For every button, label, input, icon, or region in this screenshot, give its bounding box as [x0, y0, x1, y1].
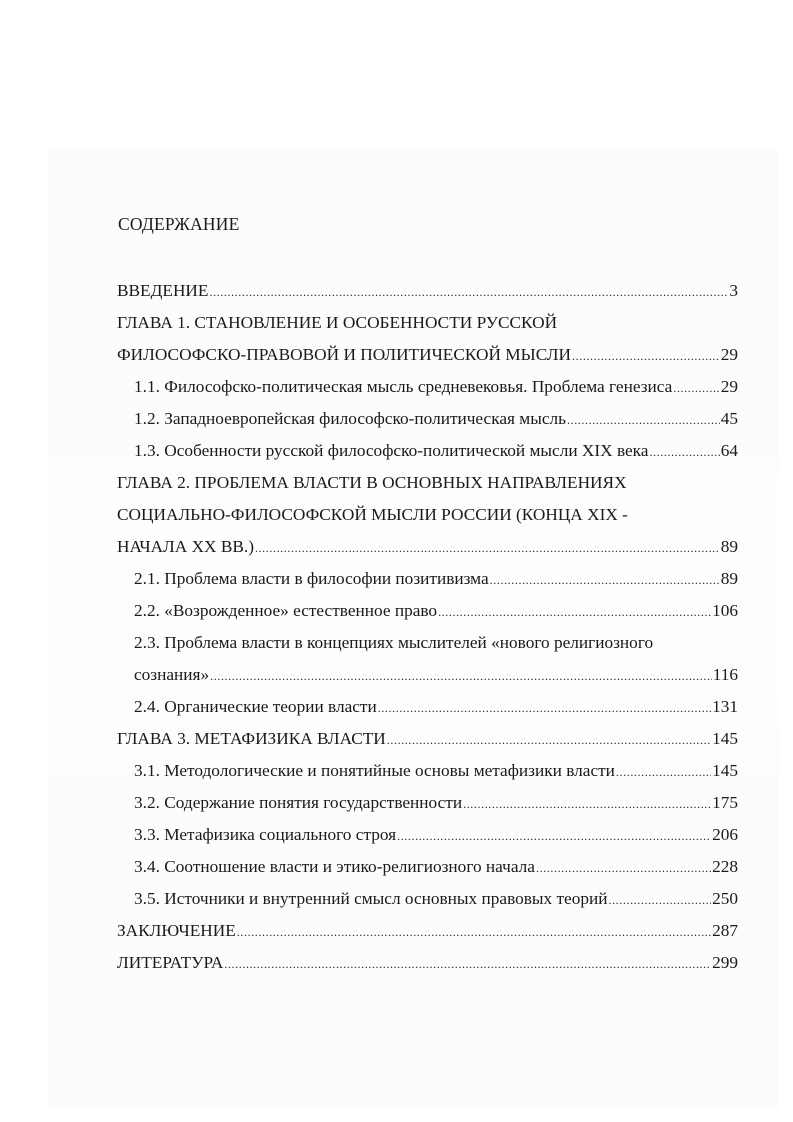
- dot-leader: [255, 536, 720, 560]
- toc-entry-introduction[interactable]: [117, 279, 738, 303]
- toc-entry-title: 3.5. Источники и внутренний смысл основных правовых теорий: [134, 889, 608, 908]
- toc-entry-title: 2.1. Проблема власти в философии позитивизма: [134, 569, 489, 588]
- dot-leader: [378, 696, 711, 720]
- toc-entry-page: 3: [729, 281, 738, 300]
- toc-entry-title: ГЛАВА 3. МЕТАФИЗИКА ВЛАСТИ: [117, 729, 386, 748]
- toc-entry-page: 250: [712, 889, 738, 908]
- toc-entry-title: СОЦИАЛЬНО-ФИЛОСОФСКОЙ МЫСЛИ РОССИИ (КОНЦА XIX -: [117, 505, 628, 524]
- toc-entry-title: 2.4. Органические теории власти: [134, 697, 377, 716]
- toc-entry-title: 3.4. Соотношение власти и этико-религиозного начала: [134, 857, 535, 876]
- dot-leader: [490, 568, 720, 592]
- toc-entry-page: 145: [712, 729, 738, 748]
- dot-leader: [397, 824, 711, 848]
- toc-entry-page: 228: [712, 857, 738, 876]
- toc-entry-title: 3.1. Методологические и понятийные основы метафизики власти: [134, 761, 615, 780]
- toc-entry-title: 1.1. Философско-политическая мысль средневековья. Проблема генезиса: [134, 377, 673, 396]
- dot-leader: [608, 888, 711, 912]
- toc-entry-title: 3.3. Метафизика социального строя: [134, 825, 397, 844]
- toc-entry-title: сознания»: [134, 665, 210, 684]
- toc-entry-section-2-4[interactable]: [134, 695, 738, 719]
- dot-leader: [387, 728, 711, 752]
- toc-entry-page: 206: [712, 825, 738, 844]
- toc-entry-chapter-3[interactable]: [117, 727, 738, 751]
- dot-leader: [438, 600, 711, 624]
- toc-entry-section-3-3[interactable]: [134, 823, 738, 847]
- toc-entry-title: 2.2. «Возрожденное» естественное право: [134, 601, 438, 620]
- toc-entry-page: 64: [720, 441, 738, 460]
- toc-entry-section-3-1[interactable]: [134, 759, 738, 783]
- toc-entry-conclusion[interactable]: [117, 919, 738, 943]
- toc-entry-chapter-1-line-2[interactable]: [117, 343, 738, 367]
- dot-leader: [209, 280, 728, 304]
- toc-entry-title: ЛИТЕРАТУРА: [117, 953, 224, 972]
- toc-entry-section-2-3-line-1[interactable]: [134, 631, 653, 655]
- toc-entry-title: ГЛАВА 1. СТАНОВЛЕНИЕ И ОСОБЕННОСТИ РУССКОЙ: [117, 313, 558, 332]
- toc-entry-section-3-5[interactable]: [134, 887, 738, 911]
- toc-entry-page: 299: [712, 953, 738, 972]
- toc-heading: СОДЕРЖАНИЕ: [118, 214, 240, 234]
- toc-entry-page: 131: [712, 697, 738, 716]
- dot-leader: [649, 440, 719, 464]
- toc-entry-page: 116: [712, 665, 738, 684]
- dot-leader: [572, 344, 720, 368]
- toc-entry-chapter-2-line-1[interactable]: [117, 471, 627, 495]
- toc-entry-section-3-4[interactable]: [134, 855, 738, 879]
- toc-entry-title: 3.2. Содержание понятия государственности: [134, 793, 463, 812]
- toc-entry-page: 29: [720, 377, 738, 396]
- toc-entry-section-2-3-line-2[interactable]: [134, 663, 738, 687]
- toc-entry-page: 287: [712, 921, 738, 940]
- dot-leader: [224, 952, 711, 976]
- toc-entry-literature[interactable]: [117, 951, 738, 975]
- toc-entry-page: 175: [712, 793, 738, 812]
- toc-entry-section-1-1[interactable]: [134, 375, 738, 399]
- toc-entry-section-3-2[interactable]: [134, 791, 738, 815]
- dot-leader: [673, 376, 719, 400]
- toc-entry-page: 89: [720, 569, 738, 588]
- dot-leader: [237, 920, 711, 944]
- dot-leader: [567, 408, 720, 432]
- toc-entry-section-1-2[interactable]: [134, 407, 738, 431]
- toc-entry-chapter-2-line-3[interactable]: [117, 535, 738, 559]
- dot-leader: [536, 856, 711, 880]
- toc-entry-title: 2.3. Проблема власти в концепциях мыслителей «нового религиозного: [134, 633, 654, 652]
- toc-entry-title: ЗАКЛЮЧЕНИЕ: [117, 921, 236, 940]
- toc-entry-section-1-3[interactable]: [134, 439, 738, 463]
- toc-entry-section-2-2[interactable]: [134, 599, 738, 623]
- toc-entry-page: 145: [712, 761, 738, 780]
- toc-entry-page: 106: [712, 601, 738, 620]
- toc-entry-title: ГЛАВА 2. ПРОБЛЕМА ВЛАСТИ В ОСНОВНЫХ НАПРАВЛЕНИЯХ: [117, 473, 627, 492]
- toc-entry-title: ФИЛОСОФСКО-ПРАВОВОЙ И ПОЛИТИЧЕСКОЙ МЫСЛИ: [117, 345, 572, 364]
- toc-entry-chapter-2-line-2[interactable]: [117, 503, 628, 527]
- toc-entry-title: 1.3. Особенности русской философско-политической мысли XIX века: [134, 441, 649, 460]
- toc-entry-title: НАЧАЛА XX ВВ.): [117, 537, 254, 556]
- toc-entry-section-2-1[interactable]: [134, 567, 738, 591]
- toc-entry-chapter-1-line-1[interactable]: [117, 311, 557, 335]
- toc-entry-title: 1.2. Западноевропейская философско-политическая мысль: [134, 409, 566, 428]
- dot-leader: [616, 760, 711, 784]
- toc-entry-page: 29: [720, 345, 738, 364]
- toc-entry-page: 89: [720, 537, 738, 556]
- toc-entry-page: 45: [720, 409, 738, 428]
- dot-leader: [210, 664, 712, 688]
- toc-entry-title: ВВЕДЕНИЕ: [117, 281, 209, 300]
- dot-leader: [463, 792, 711, 816]
